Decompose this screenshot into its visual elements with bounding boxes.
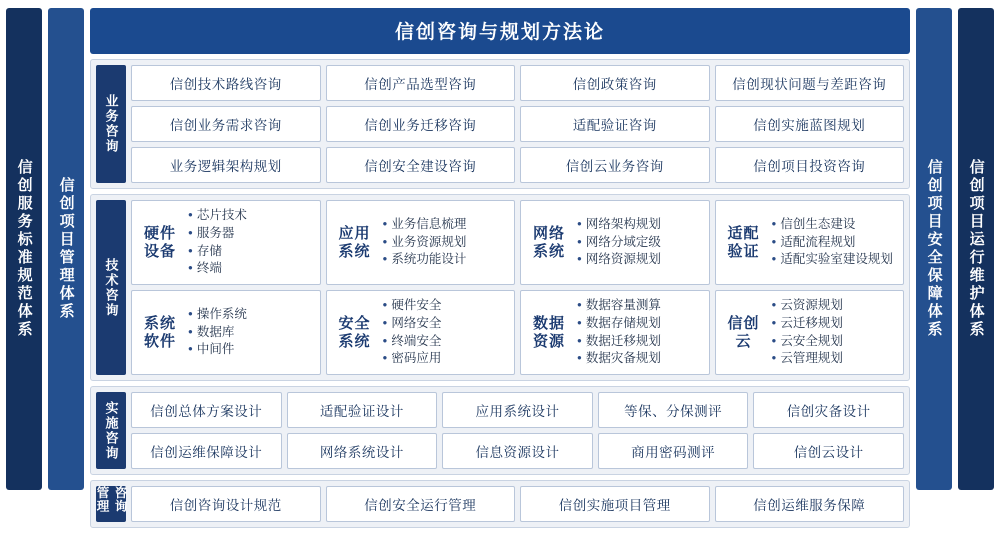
list-item[interactable]: 信创实施项目管理 bbox=[520, 486, 710, 522]
list-item: ● 网络安全 bbox=[383, 315, 509, 333]
diagram-title: 信创咨询与规划方法论 bbox=[90, 8, 910, 54]
list-item: ● 芯片技术 bbox=[188, 207, 314, 225]
list-item: ● 终端 bbox=[188, 260, 314, 278]
card-title: 网络系统 bbox=[532, 224, 565, 260]
band-business-consulting bbox=[90, 59, 910, 189]
list-item[interactable]: 商用密码测评 bbox=[598, 433, 749, 469]
list-item[interactable]: 信创灾备设计 bbox=[753, 392, 904, 428]
technology-card-grid bbox=[131, 200, 904, 375]
list-item[interactable]: 信创安全建设咨询 bbox=[326, 147, 516, 183]
business-row-1 bbox=[131, 65, 904, 101]
list-item: ● 数据迁移规划 bbox=[577, 333, 703, 351]
list-item: ● 云管理规划 bbox=[772, 350, 898, 368]
list-item: ● 密码应用 bbox=[383, 350, 509, 368]
card-list bbox=[772, 216, 898, 269]
card-network-system[interactable] bbox=[520, 200, 710, 285]
card-list bbox=[772, 297, 898, 368]
implementation-row-1 bbox=[131, 392, 904, 428]
card-title: 适配验证 bbox=[727, 224, 760, 260]
card-adaptation-verification[interactable] bbox=[715, 200, 905, 285]
card-system-software[interactable] bbox=[131, 290, 321, 375]
management-row-1 bbox=[131, 486, 904, 522]
card-title: 应用系统 bbox=[338, 224, 371, 260]
list-item: ● 云迁移规划 bbox=[772, 315, 898, 333]
list-item[interactable]: 信创实施蓝图规划 bbox=[715, 106, 905, 142]
list-item[interactable]: 应用系统设计 bbox=[442, 392, 593, 428]
band-body-implementation bbox=[131, 392, 904, 469]
card-data-resources[interactable] bbox=[520, 290, 710, 375]
card-title: 系统软件 bbox=[143, 314, 176, 350]
band-label-implementation: 实施咨询 bbox=[96, 392, 126, 469]
band-body-business bbox=[131, 65, 904, 183]
card-xinchuang-cloud[interactable] bbox=[715, 290, 905, 375]
list-item[interactable]: 信创云设计 bbox=[753, 433, 904, 469]
list-item[interactable]: 适配验证咨询 bbox=[520, 106, 710, 142]
card-hardware-devices[interactable] bbox=[131, 200, 321, 285]
list-item[interactable]: 信创业务迁移咨询 bbox=[326, 106, 516, 142]
list-item: ● 数据存储规划 bbox=[577, 315, 703, 333]
list-item: ● 网络架构规划 bbox=[577, 216, 703, 234]
list-item: ● 适配实验室建设规划 bbox=[772, 251, 898, 269]
business-row-2 bbox=[131, 106, 904, 142]
list-item[interactable]: 信创安全运行管理 bbox=[326, 486, 516, 522]
card-title: 信创云 bbox=[727, 314, 760, 350]
card-title: 数据资源 bbox=[532, 314, 565, 350]
list-item: ● 云资源规划 bbox=[772, 297, 898, 315]
list-item[interactable]: 信创咨询设计规范 bbox=[131, 486, 321, 522]
list-item: ● 数据库 bbox=[188, 324, 314, 342]
list-item[interactable]: 适配验证设计 bbox=[287, 392, 438, 428]
list-item: ● 信创生态建设 bbox=[772, 216, 898, 234]
list-item[interactable]: 信创业务需求咨询 bbox=[131, 106, 321, 142]
list-item[interactable]: 信创产品选型咨询 bbox=[326, 65, 516, 101]
card-list bbox=[383, 216, 509, 269]
list-item: ● 存储 bbox=[188, 243, 314, 261]
list-item[interactable]: 信创总体方案设计 bbox=[131, 392, 282, 428]
band-body-management bbox=[131, 486, 904, 522]
card-security-system[interactable] bbox=[326, 290, 516, 375]
band-label-business: 业务咨询 bbox=[96, 65, 126, 183]
list-item: ● 终端安全 bbox=[383, 333, 509, 351]
list-item: ● 业务资源规划 bbox=[383, 234, 509, 252]
band-label-technology: 技术咨询 bbox=[96, 200, 126, 375]
list-item: ● 云安全规划 bbox=[772, 333, 898, 351]
implementation-row-2 bbox=[131, 433, 904, 469]
card-title: 硬件设备 bbox=[143, 224, 176, 260]
list-item[interactable]: 网络系统设计 bbox=[287, 433, 438, 469]
pillar-service-standard bbox=[6, 8, 42, 490]
list-item: ● 数据灾备规划 bbox=[577, 350, 703, 368]
list-item: ● 硬件安全 bbox=[383, 297, 509, 315]
list-item: ● 操作系统 bbox=[188, 306, 314, 324]
list-item: ● 网络分域定级 bbox=[577, 234, 703, 252]
list-item: ● 中间件 bbox=[188, 341, 314, 359]
pillar-label: 信创服务标准规范体系 bbox=[15, 159, 33, 339]
list-item: ● 系统功能设计 bbox=[383, 251, 509, 269]
band-implementation-consulting bbox=[90, 386, 910, 475]
pillar-project-management bbox=[48, 8, 84, 490]
business-row-3 bbox=[131, 147, 904, 183]
card-application-system[interactable] bbox=[326, 200, 516, 285]
band-label-management: 咨询管理 bbox=[96, 486, 126, 522]
pillar-label: 信创项目管理体系 bbox=[57, 177, 75, 321]
band-body-technology bbox=[131, 200, 904, 375]
list-item: ● 数据容量测算 bbox=[577, 297, 703, 315]
list-item: ● 适配流程规划 bbox=[772, 234, 898, 252]
pillar-label: 信创项目运行维护体系 bbox=[967, 159, 985, 339]
list-item: ● 服务器 bbox=[188, 225, 314, 243]
list-item[interactable]: 信创运维服务保障 bbox=[715, 486, 905, 522]
list-item[interactable]: 信创现状问题与差距咨询 bbox=[715, 65, 905, 101]
list-item[interactable]: 信创政策咨询 bbox=[520, 65, 710, 101]
card-list bbox=[383, 297, 509, 368]
list-item[interactable]: 信创云业务咨询 bbox=[520, 147, 710, 183]
list-item[interactable]: 等保、分保测评 bbox=[598, 392, 749, 428]
band-consulting-management bbox=[90, 480, 910, 528]
center-column bbox=[90, 8, 910, 513]
card-list bbox=[577, 297, 703, 368]
list-item[interactable]: 信创项目投资咨询 bbox=[715, 147, 905, 183]
list-item: ● 网络资源规划 bbox=[577, 251, 703, 269]
card-title: 安全系统 bbox=[338, 314, 371, 350]
band-technology-consulting bbox=[90, 194, 910, 381]
list-item[interactable]: 业务逻辑架构规划 bbox=[131, 147, 321, 183]
card-list bbox=[188, 306, 314, 359]
pillar-label: 信创项目安全保障体系 bbox=[925, 159, 943, 339]
list-item[interactable]: 信息资源设计 bbox=[442, 433, 593, 469]
card-list bbox=[577, 216, 703, 269]
list-item[interactable]: 信创运维保障设计 bbox=[131, 433, 282, 469]
list-item[interactable]: 信创技术路线咨询 bbox=[131, 65, 321, 101]
card-list bbox=[188, 207, 314, 278]
list-item: ● 业务信息梳理 bbox=[383, 216, 509, 234]
pillar-operation-maintenance bbox=[958, 8, 994, 490]
pillar-security-assurance bbox=[916, 8, 952, 490]
